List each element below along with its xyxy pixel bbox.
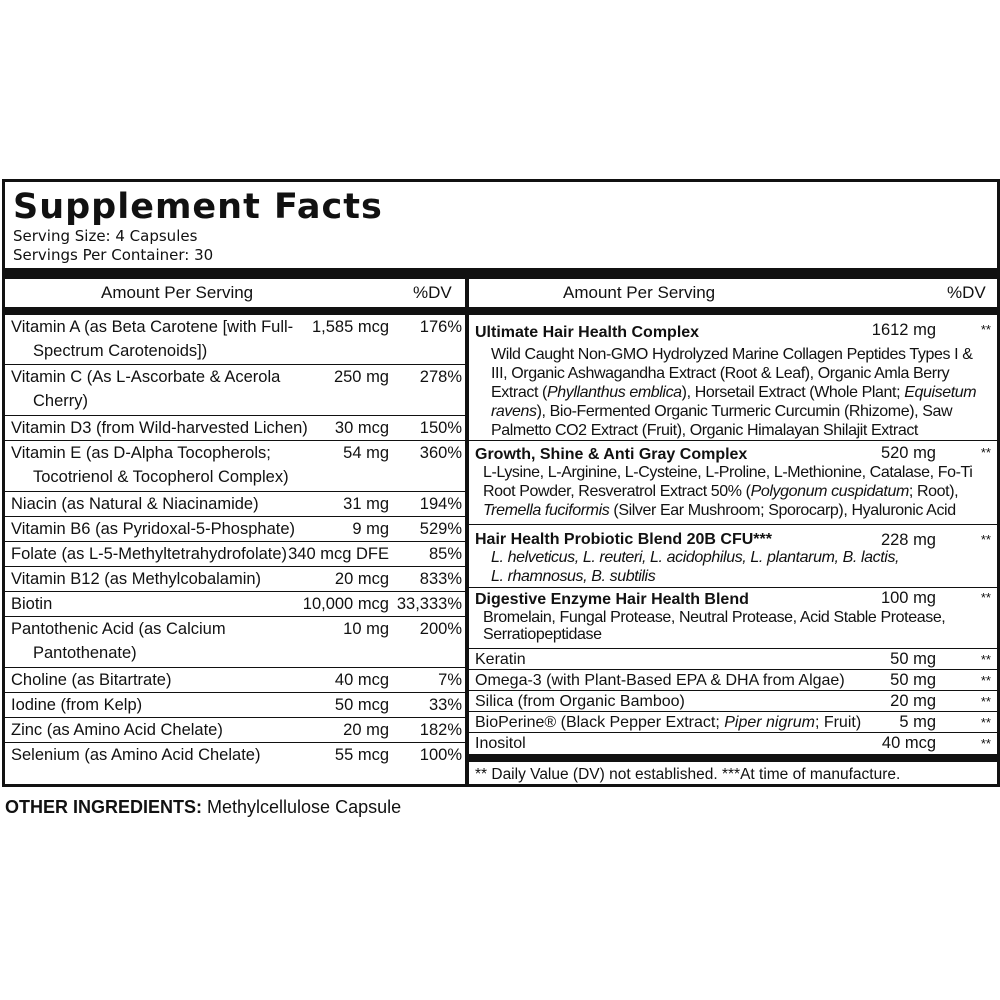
blend-amount: 520 mg	[880, 444, 936, 462]
nutrient-amount: 30 mcg	[334, 419, 389, 437]
nutrient-dv: 176%	[419, 318, 462, 336]
nutrient-name: Folate (as L-5-Methyltetrahydrofolate)	[11, 545, 288, 563]
nutrient-row	[5, 592, 465, 617]
nutrient-name: Vitamin D3 (from Wild-harvested Lichen)	[11, 419, 308, 437]
nutrient-name-cont: Cherry)	[33, 392, 89, 410]
other-ingredients-label: OTHER INGREDIENTS:	[5, 797, 203, 817]
nutrient-amount: 50 mcg	[334, 696, 389, 714]
blends-column	[469, 279, 997, 788]
left-header-bar	[5, 307, 465, 315]
right-header-dv: %DV	[947, 283, 986, 302]
ingredient-dv: **	[980, 673, 991, 688]
nutrient-name: Selenium (as Amino Acid Chelate)	[11, 746, 261, 764]
blend-ingredients: L-Lysine, L-Arginine, L-Cysteine, L-Proline, L-Methionine, Catalase, Fo-Ti Root Powder, Resveratrol Extract 50% (Polygonum cuspidatum; Root), Tremella fuciformis (Silver Ear Mushroom; Sporocarp), Hyaluronic Acid	[483, 464, 973, 519]
nutrient-row	[5, 693, 465, 718]
nutrient-name: Vitamin B12 (as Methylcobalamin)	[11, 570, 262, 588]
thick-divider	[5, 268, 997, 279]
nutrient-row	[5, 668, 465, 693]
nutrient-dv: 833%	[419, 570, 462, 588]
nutrient-row	[5, 492, 465, 517]
right-header-bar	[469, 307, 997, 315]
other-ingredients	[5, 795, 401, 819]
nutrient-name: Vitamin B6 (as Pyridoxal-5-Phosphate)	[11, 520, 295, 538]
blend-amount: 1612 mg	[871, 321, 936, 339]
ingredient-amount: 50 mg	[890, 671, 936, 689]
nutrient-name: Pantothenic Acid (as Calcium	[11, 620, 226, 638]
ingredient-amount: 20 mg	[890, 692, 936, 710]
nutrient-dv: 85%	[428, 545, 462, 563]
nutrient-dv: 33%	[428, 696, 462, 714]
nutrient-name: Vitamin A (as Beta Carotene [with Full-	[11, 318, 294, 336]
blend-name: Ultimate Hair Health Complex	[475, 324, 700, 341]
blend-row	[469, 315, 997, 441]
nutrient-amount: 20 mg	[343, 721, 389, 739]
nutrient-name: Iodine (from Kelp)	[11, 696, 143, 714]
vitamins-column	[5, 279, 465, 768]
nutrient-amount: 40 mcg	[334, 671, 389, 689]
nutrient-dv: 7%	[438, 671, 462, 689]
right-header-amount: Amount Per Serving	[563, 283, 716, 302]
ingredient-amount: 50 mg	[890, 650, 936, 668]
left-header-amount: Amount Per Serving	[101, 283, 254, 302]
nutrient-amount: 340 mcg DFE	[288, 545, 389, 563]
nutrient-row	[5, 743, 465, 768]
ingredient-row	[469, 649, 997, 670]
footnote: ** Daily Value (DV) not established. ***At time of manufacture.	[475, 766, 901, 783]
nutrient-dv: 278%	[419, 368, 462, 386]
serving-size: Serving Size: 4 Capsules	[13, 227, 198, 245]
bottom-bar	[469, 754, 997, 762]
nutrient-row	[5, 441, 465, 492]
ingredient-name: Omega-3 (with Plant-Based EPA & DHA from Algae)	[475, 672, 845, 689]
nutrient-amount: 10,000 mcg	[302, 595, 389, 613]
blend-dv: **	[980, 322, 991, 337]
ingredient-row	[469, 733, 997, 754]
nutrient-dv: 150%	[419, 419, 462, 437]
nutrient-amount: 54 mg	[343, 444, 389, 462]
nutrient-row	[5, 315, 465, 365]
nutrient-row	[5, 517, 465, 542]
ingredient-dv: **	[980, 694, 991, 709]
ingredient-name: Inositol	[475, 735, 526, 752]
nutrient-amount: 250 mg	[333, 368, 389, 386]
blend-amount: 228 mg	[880, 531, 936, 549]
servings-per-container: Servings Per Container: 30	[13, 246, 214, 264]
blend-dv: **	[980, 590, 991, 605]
blend-dv: **	[980, 532, 991, 547]
nutrient-amount: 10 mg	[343, 620, 389, 638]
ingredient-name: Silica (from Organic Bamboo)	[475, 693, 685, 710]
ingredient-row	[469, 670, 997, 691]
nutrient-dv: 360%	[419, 444, 462, 462]
panel-title: Supplement Facts	[13, 187, 383, 227]
nutrient-name: Vitamin E (as D-Alpha Tocopherols;	[11, 444, 271, 462]
ingredient-dv: **	[980, 652, 991, 667]
nutrient-name-cont: Pantothenate)	[33, 644, 137, 662]
nutrient-row	[5, 617, 465, 668]
nutrient-row	[5, 718, 465, 743]
nutrient-amount: 20 mcg	[334, 570, 389, 588]
nutrient-row	[5, 542, 465, 567]
ingredient-amount: 5 mg	[899, 713, 936, 731]
nutrient-amount: 9 mg	[352, 520, 389, 538]
supplement-facts-panel	[2, 179, 1000, 787]
nutrient-amount: 1,585 mcg	[311, 318, 389, 336]
nutrient-name: Vitamin C (As L-Ascorbate & Acerola	[11, 368, 281, 386]
blend-amount: 100 mg	[880, 589, 936, 607]
blend-name: Growth, Shine & Anti Gray Complex	[475, 446, 748, 463]
ingredient-dv: **	[980, 715, 991, 730]
blend-ingredients: Bromelain, Fungal Protease, Neutral Protease, Acid Stable Protease, Serratiopeptidase	[483, 609, 946, 643]
nutrient-dv: 194%	[419, 495, 462, 513]
nutrient-dv: 100%	[419, 746, 462, 764]
blend-ingredients: Wild Caught Non-GMO Hydrolyzed Marine Collagen Peptides Types I & III, Organic Ashwagandha Extract (Root & Leaf), Organic Amla Berry Extract (Phyllanthus emblica), Horsetail Extract (Whole Plant; Equisetum ravens), Bio-Fermented Organic Turmeric Curcumin (Rhizome), Saw Palmetto CO2 Extract (Fruit), Organic Himalayan Shilajit Extract	[491, 346, 977, 439]
nutrient-name: Choline (as Bitartrate)	[11, 671, 172, 689]
left-header	[5, 279, 465, 307]
right-header	[469, 279, 997, 307]
nutrient-row	[5, 567, 465, 592]
left-header-dv: %DV	[413, 283, 452, 302]
nutrient-name-cont: Tocotrienol & Tocopherol Complex)	[33, 468, 289, 486]
blend-row	[469, 525, 997, 588]
blend-name: Digestive Enzyme Hair Health Blend	[475, 591, 749, 608]
nutrient-row	[5, 365, 465, 416]
ingredient-row	[469, 691, 997, 712]
nutrient-name-cont: Spectrum Carotenoids])	[33, 342, 208, 360]
nutrient-name: Zinc (as Amino Acid Chelate)	[11, 721, 223, 739]
nutrient-dv: 182%	[419, 721, 462, 739]
nutrient-amount: 55 mcg	[334, 746, 389, 764]
ingredient-dv: **	[980, 736, 991, 751]
nutrient-name: Niacin (as Natural & Niacinamide)	[11, 495, 259, 513]
nutrient-dv: 33,333%	[396, 595, 462, 613]
nutrient-dv: 529%	[419, 520, 462, 538]
nutrient-amount: 31 mg	[343, 495, 389, 513]
blend-row	[469, 441, 997, 525]
blend-dv: **	[980, 445, 991, 460]
ingredient-amount: 40 mcg	[881, 734, 936, 752]
ingredient-name: BioPerine® (Black Pepper Extract; Piper nigrum; Fruit)	[475, 714, 862, 731]
nutrient-dv: 200%	[419, 620, 462, 638]
nutrient-row	[5, 416, 465, 441]
nutrient-name: Biotin	[11, 595, 53, 613]
other-ingredients-value: Methylcellulose Capsule	[202, 797, 402, 817]
blend-ingredients: L. helveticus, L. reuteri, L. acidophilus, L. plantarum, B. lactis, L. rhamnosus, B. subtilis	[491, 549, 900, 585]
blend-name: Hair Health Probiotic Blend 20B CFU***	[475, 531, 772, 548]
blend-row	[469, 588, 997, 649]
ingredient-row	[469, 712, 997, 733]
ingredient-name: Keratin	[475, 651, 526, 668]
